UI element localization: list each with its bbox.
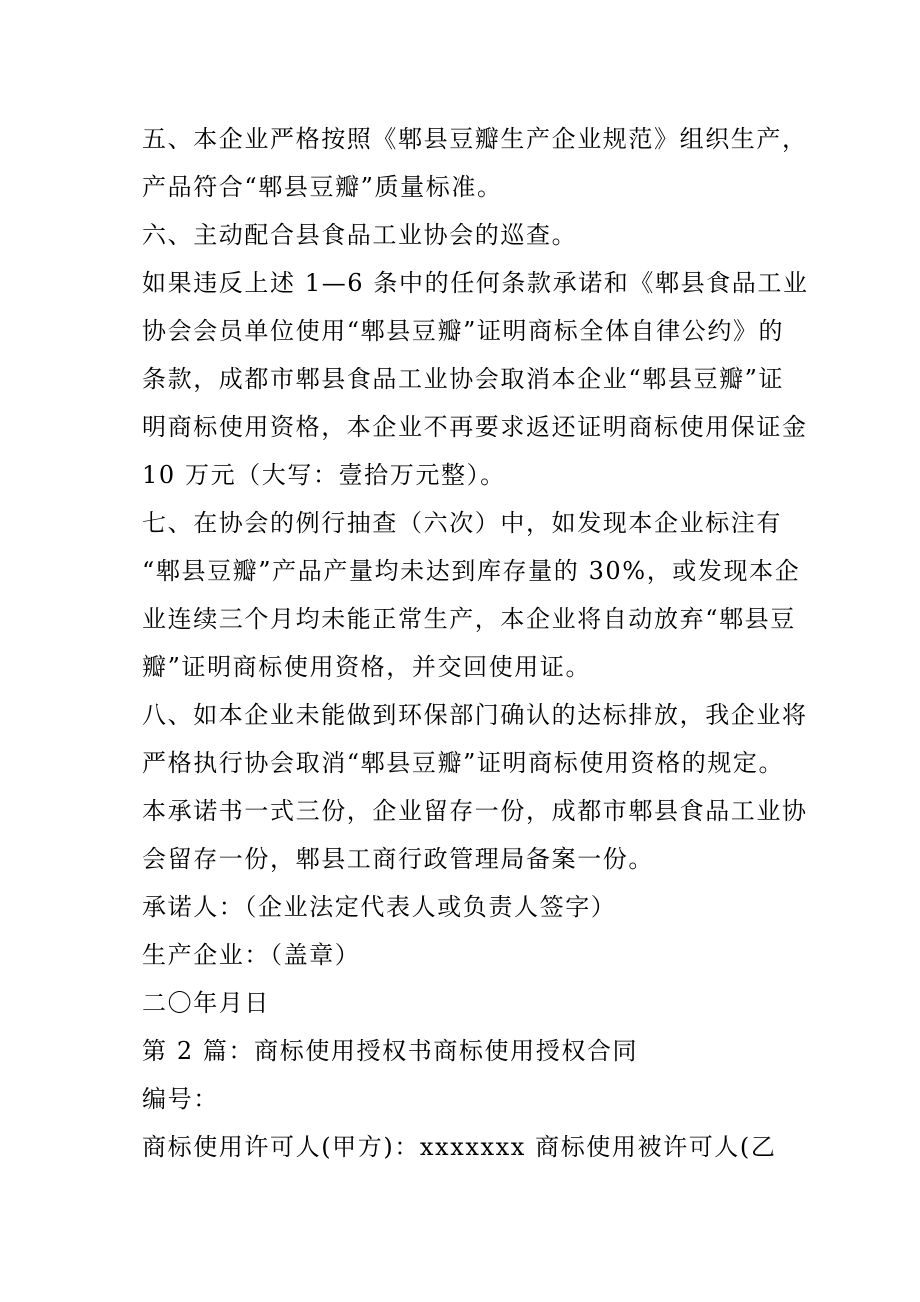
section-heading: 第 2 篇：商标使用授权书商标使用授权合同: [142, 1037, 639, 1065]
text-line-promisor: 承诺人：（企业法定代表人或负责人签字）: [142, 893, 617, 921]
text-line-clause-7-d: 瓣”证明商标使用资格，并交回使用证。: [142, 653, 592, 681]
text-line-number: 编号：: [142, 1085, 219, 1113]
text-line-date: 二〇年月日: [142, 989, 270, 1017]
text-line-enterprise-seal: 生产企业：（盖章）: [142, 941, 361, 969]
text-line-violation-d: 明商标使用资格，本企业不再要求返还证明商标使用保证金: [142, 413, 808, 441]
text-line-violation-b: 协会会员单位使用“郫县豆瓣”证明商标全体自律公约》的: [142, 317, 785, 345]
text-line-clause-5-a: 五、本企业严格按照《郫县豆瓣生产企业规范》组织生产，: [142, 125, 808, 153]
text-line-copies-a: 本承诺书一式三份，企业留存一份，成都市郫县食品工业协: [142, 797, 808, 825]
text-line-clause-7-c: 业连续三个月均未能正常生产，本企业将自动放弃“郫县豆: [142, 605, 796, 633]
text-line-clause-7-b: “郫县豆瓣”产品产量均未达到库存量的 30%，或发现本企: [142, 557, 801, 585]
text-line-clause-8-b: 严格执行协会取消“郫县豆瓣”证明商标使用资格的规定。: [142, 749, 785, 777]
text-line-clause-5-b: 产品符合“郫县豆瓣”质量标准。: [142, 173, 503, 201]
document-body: [142, 115, 809, 1171]
text-line-clause-7-a: 七、在协会的例行抽查（六次）中，如发现本企业标注有: [142, 509, 782, 537]
text-line-violation-c: 条款，成都市郫县食品工业协会取消本企业“郫县豆瓣”证: [142, 365, 785, 393]
text-line-licensor: 商标使用许可人(甲方)：xxxxxxx 商标使用被许可人(乙: [142, 1133, 777, 1161]
text-line-clause-8-a: 八、如本企业未能做到环保部门确认的达标排放，我企业将: [142, 701, 808, 729]
text-line-violation-a: 如果违反上述 1—6 条中的任何条款承诺和《郫县食品工业: [142, 269, 809, 297]
text-line-violation-e: 10 万元（大写：壹拾万元整）。: [142, 461, 506, 489]
text-line-clause-6: 六、主动配合县食品工业协会的巡查。: [142, 221, 578, 249]
text-line-copies-b: 会留存一份，郫县工商行政管理局备案一份。: [142, 845, 654, 873]
